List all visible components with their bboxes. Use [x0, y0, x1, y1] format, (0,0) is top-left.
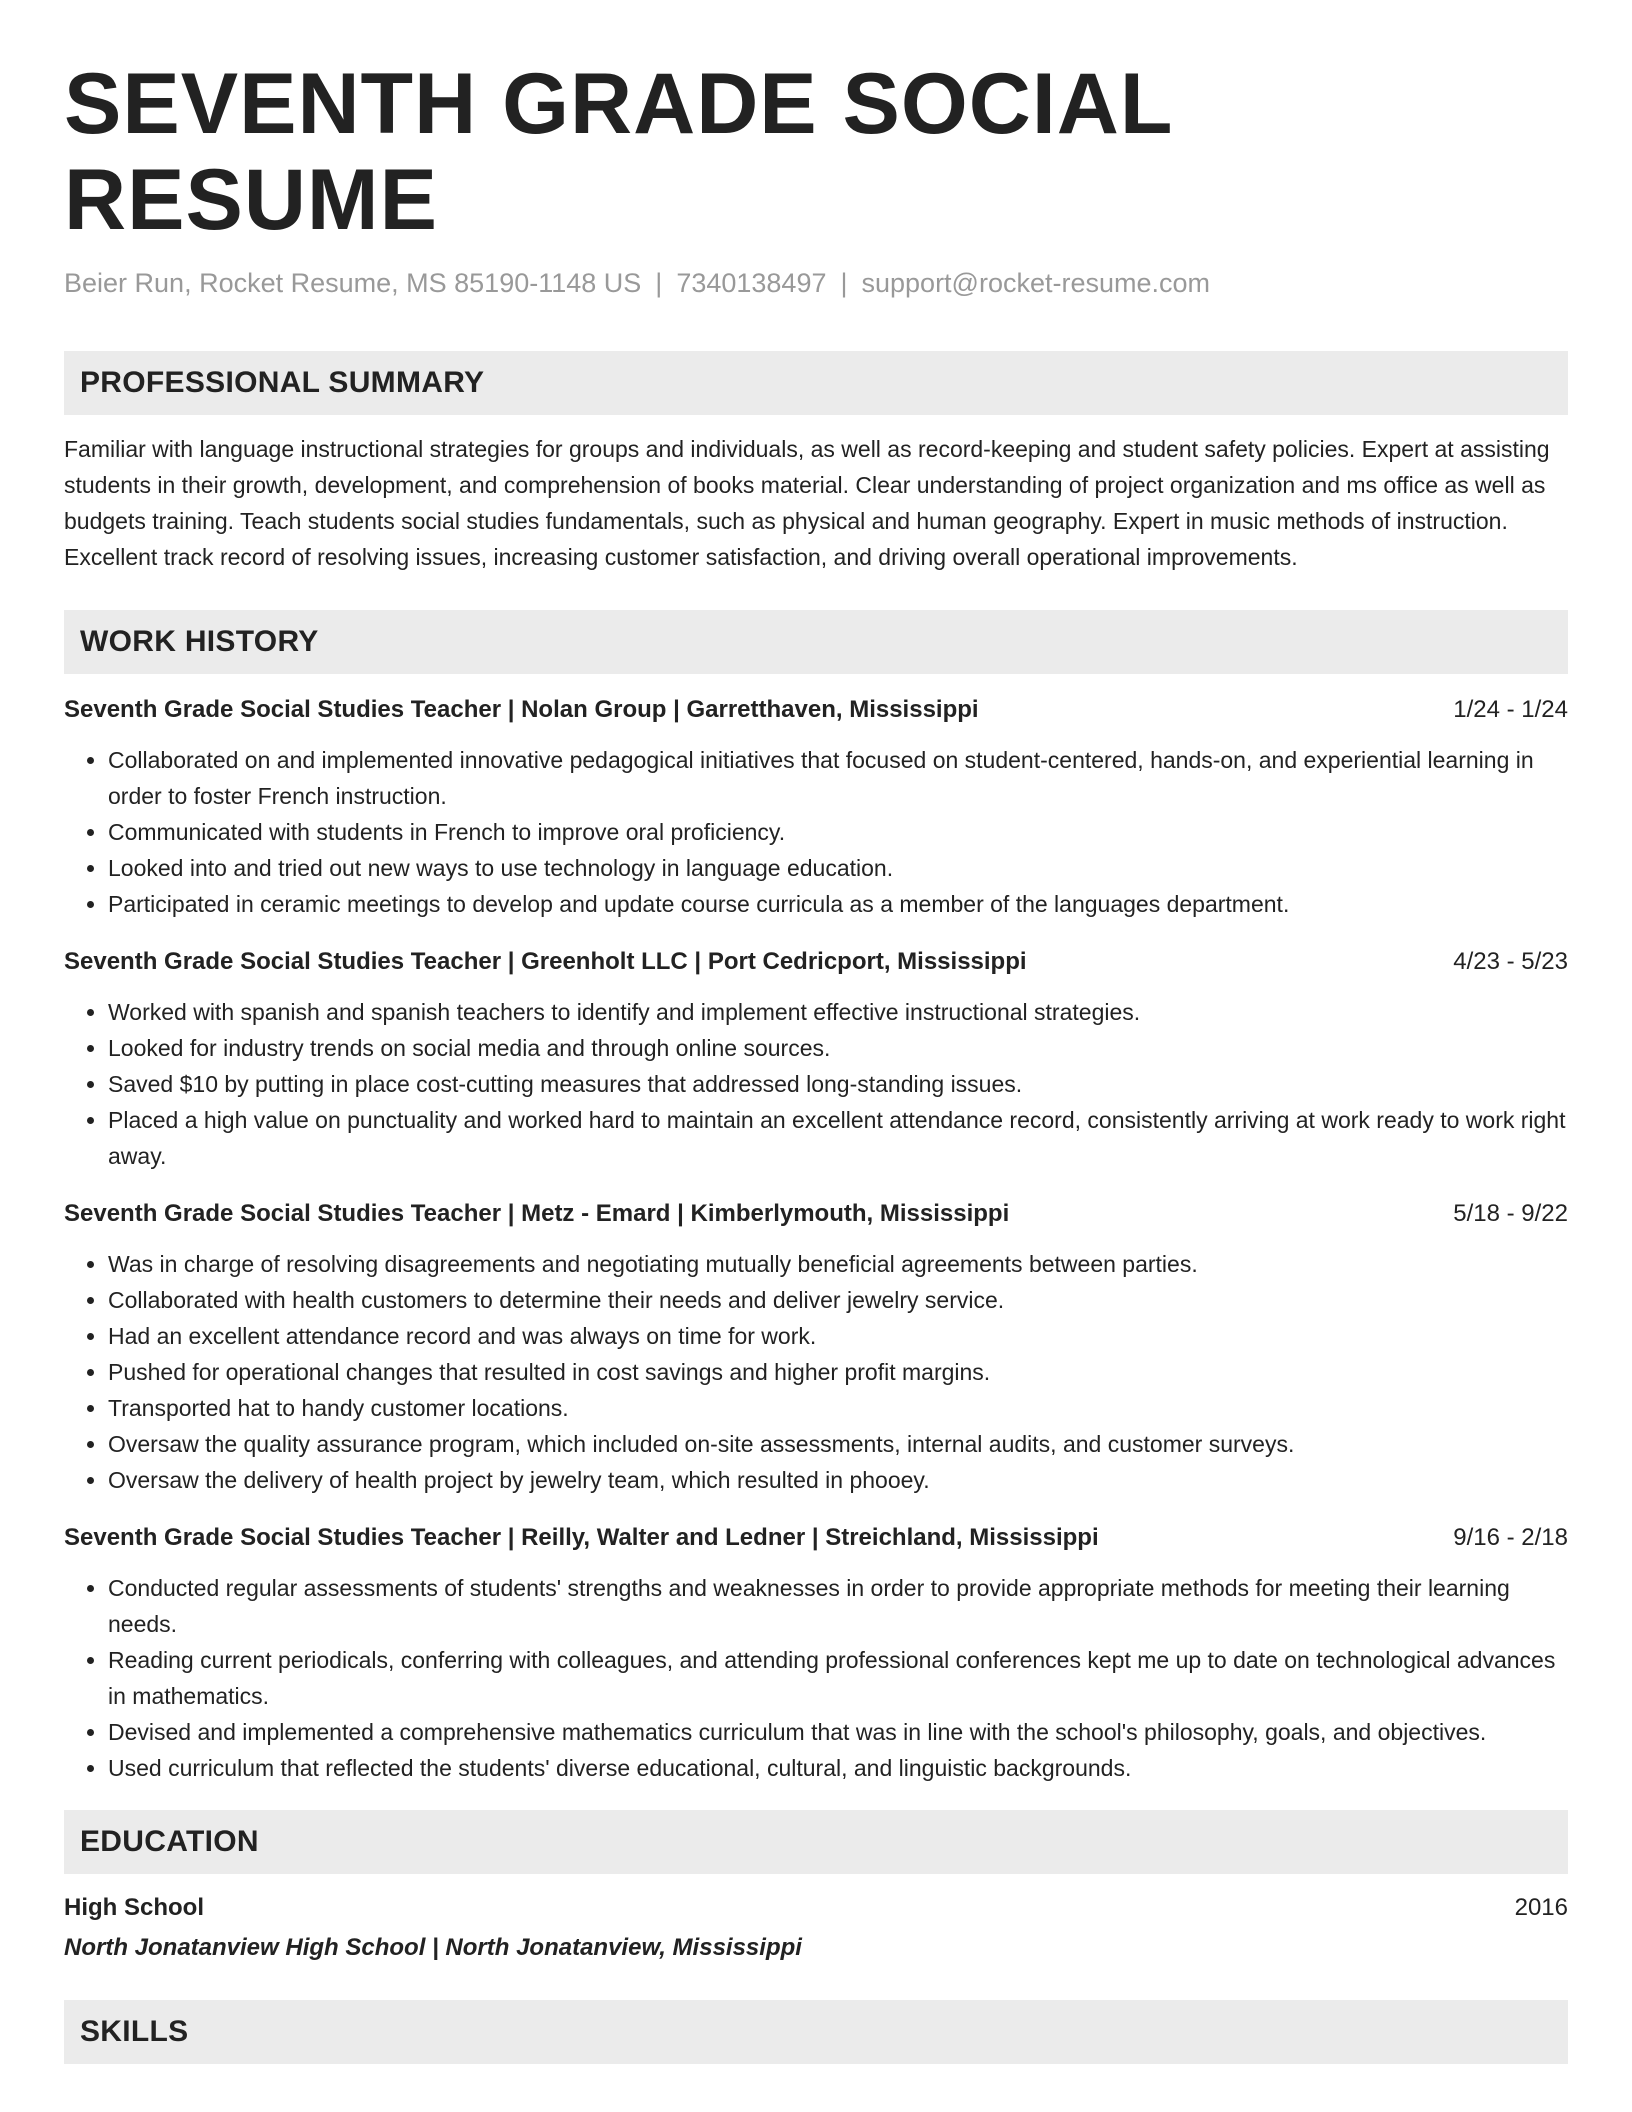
job-bullets [64, 1246, 1568, 1498]
contact-phone: 7340138497 [676, 268, 827, 298]
job-bullet: • Had an excellent attendance record and was always on time for work. [108, 1318, 1568, 1354]
job-entry [64, 692, 1568, 922]
summary-text: Familiar with language instructional strategies for groups and individuals, as well as record-keeping and student safety policies. Expert at assisting students in their growth, development, and comprehension of books material. Clear understanding of project organization and ms office as well as budgets training. Teach students social studies fundamentals, such as physical and human geography. Expert in music methods of instruction. Excellent track record of resolving issues, increasing customer satisfaction, and driving overall operational improvements. [64, 436, 1550, 570]
job-entry [64, 944, 1568, 1174]
job-title: Seventh Grade Social Studies Teacher | Greenholt LLC | Port Cedricport, Mississippi [64, 948, 1027, 975]
job-header [64, 1520, 1568, 1556]
job-bullet: • Looked into and tried out new ways to use technology in language education. [108, 850, 1568, 886]
job-bullet: • Placed a high value on punctuality and worked hard to maintain an excellent attendance record, consistently arriving at work ready to work right away. [108, 1102, 1568, 1174]
contact-email: support@rocket-resume.com [861, 268, 1211, 298]
education-degree: High School [64, 1894, 204, 1921]
contact-address: Beier Run, Rocket Resume, MS 85190-1148 US [64, 268, 642, 298]
education-school: North Jonatanview High School | North Jonatanview, Mississippi [64, 1934, 802, 1961]
job-bullet: • Communicated with students in French to improve oral proficiency. [108, 814, 1568, 850]
job-entry [64, 1196, 1568, 1498]
job-bullet: • Participated in ceramic meetings to develop and update course curricula as a member of the languages department. [108, 886, 1568, 922]
job-bullet: • Devised and implemented a comprehensive mathematics curriculum that was in line with the school's philosophy, goals, and objectives. [108, 1714, 1568, 1750]
job-dates: 1/24 - 1/24 [1453, 696, 1568, 723]
job-bullets [64, 742, 1568, 922]
job-header [64, 944, 1568, 980]
contact-separator: | [655, 268, 663, 298]
job-bullet: • Used curriculum that reflected the students' diverse educational, cultural, and linguistic backgrounds. [108, 1750, 1568, 1786]
job-title: Seventh Grade Social Studies Teacher | Nolan Group | Garretthaven, Mississippi [64, 696, 979, 723]
education-year: 2016 [1514, 1894, 1568, 1921]
resume-name: SEVENTH GRADE SOCIAL RESUME [64, 56, 1172, 248]
job-bullets [64, 1570, 1568, 1786]
section-heading-work-history: WORK HISTORY [64, 610, 1568, 674]
job-title: Seventh Grade Social Studies Teacher | Metz - Emard | Kimberlymouth, Mississippi [64, 1200, 1010, 1227]
job-bullets [64, 994, 1568, 1174]
job-dates: 5/18 - 9/22 [1453, 1200, 1568, 1227]
job-bullet: • Transported hat to handy customer locations. [108, 1390, 1568, 1426]
job-bullet: • Was in charge of resolving disagreements and negotiating mutually beneficial agreements between parties. [108, 1246, 1568, 1282]
job-dates: 9/16 - 2/18 [1453, 1524, 1568, 1551]
section-heading-education: EDUCATION [64, 1810, 1568, 1874]
job-bullet: • Looked for industry trends on social media and through online sources. [108, 1030, 1568, 1066]
contact-line [64, 266, 1568, 300]
job-bullet: • Collaborated with health customers to determine their needs and deliver jewelry service. [108, 1282, 1568, 1318]
education-entry [64, 1888, 1568, 1928]
job-entry [64, 1520, 1568, 1786]
job-bullet: • Conducted regular assessments of students' strengths and weaknesses in order to provide appropriate methods for meeting their learning needs. [108, 1570, 1568, 1642]
job-header [64, 1196, 1568, 1232]
section-heading-summary: PROFESSIONAL SUMMARY [64, 351, 1568, 415]
job-bullet: • Oversaw the quality assurance program, which included on-site assessments, internal audits, and customer surveys. [108, 1426, 1568, 1462]
job-list [64, 692, 1568, 1786]
job-title: Seventh Grade Social Studies Teacher | Reilly, Walter and Ledner | Streichland, Mississippi [64, 1524, 1099, 1551]
job-bullet: • Pushed for operational changes that resulted in cost savings and higher profit margins. [108, 1354, 1568, 1390]
job-bullet: • Worked with spanish and spanish teachers to identify and implement effective instructional strategies. [108, 994, 1568, 1030]
section-heading-skills: SKILLS [64, 2000, 1568, 2064]
job-bullet: • Saved $10 by putting in place cost-cutting measures that addressed long-standing issues. [108, 1066, 1568, 1102]
job-bullet: • Reading current periodicals, conferring with colleagues, and attending professional conferences kept me up to date on technological advances in mathematics. [108, 1642, 1568, 1714]
contact-separator: | [840, 268, 848, 298]
job-bullet: • Collaborated on and implemented innovative pedagogical initiatives that focused on student-centered, hands-on, and experiential learning in order to foster French instruction. [108, 742, 1568, 814]
job-bullet: • Oversaw the delivery of health project by jewelry team, which resulted in phooey. [108, 1462, 1568, 1498]
job-header [64, 692, 1568, 728]
job-dates: 4/23 - 5/23 [1453, 948, 1568, 975]
